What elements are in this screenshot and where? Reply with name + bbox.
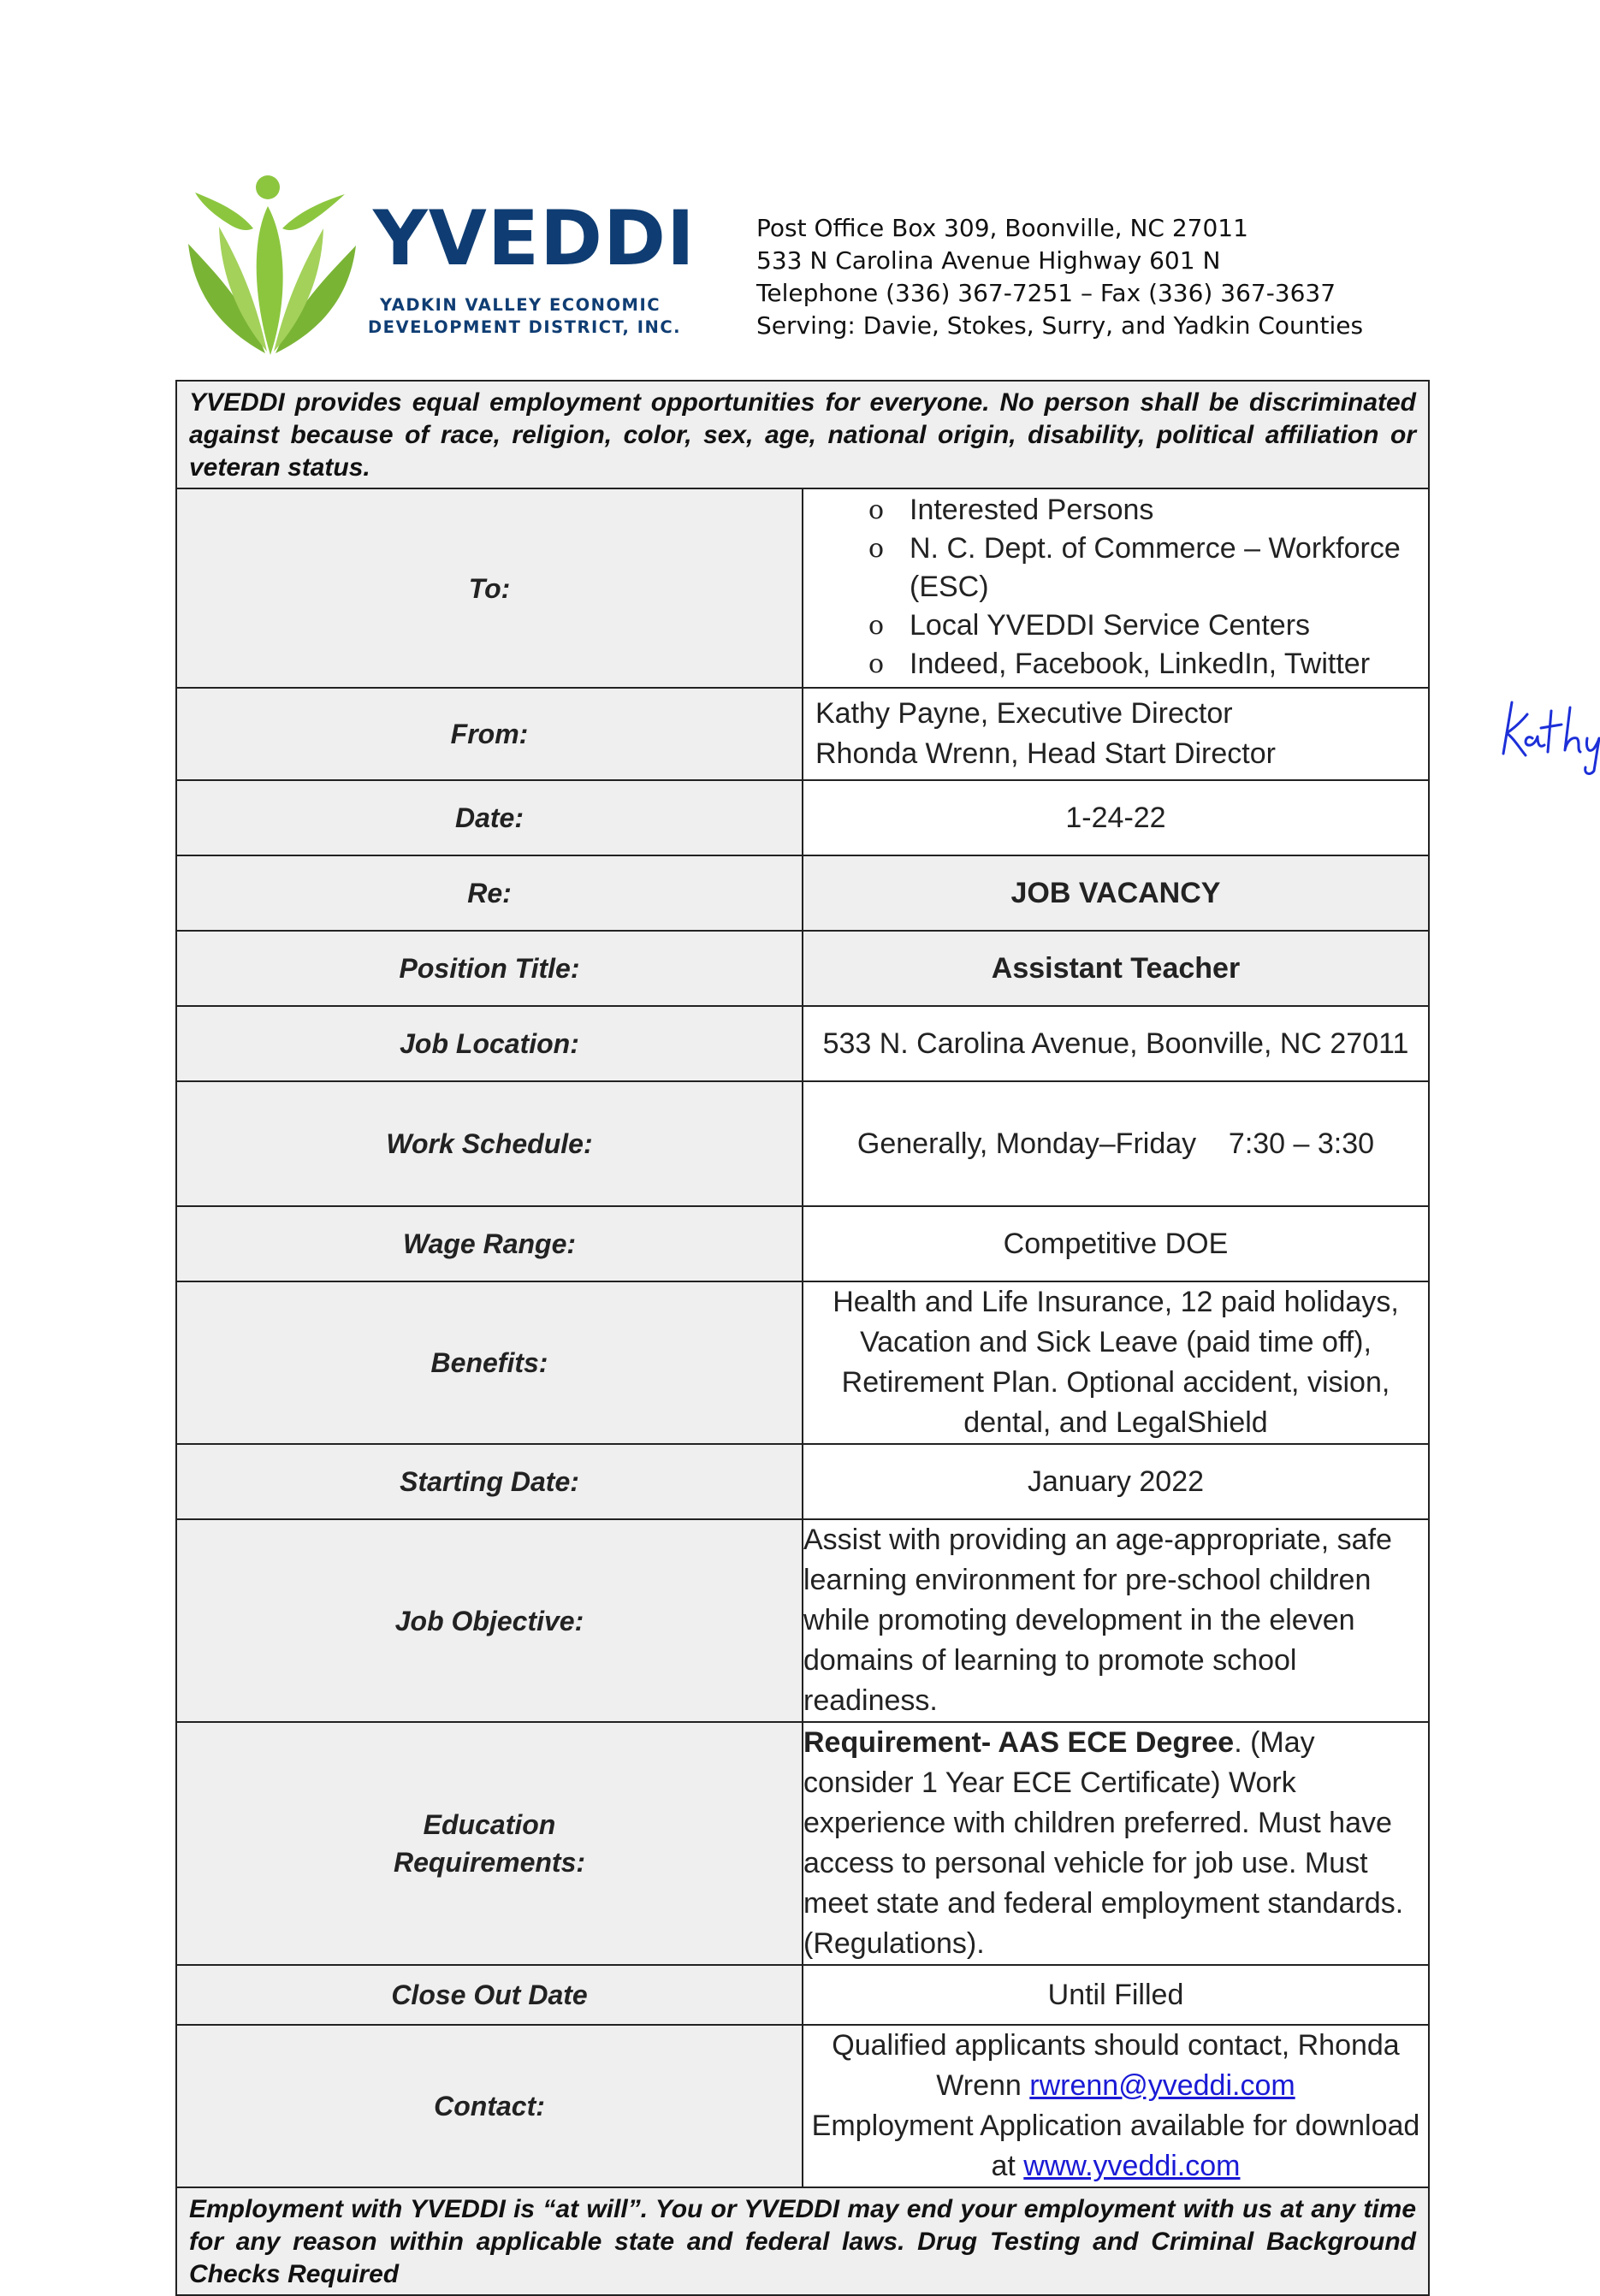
job-objective-value: Assist with providing an age-appropriate, safe learning environment for pre-school children while promoting development in the eleven domains of learning to promote school readiness. [803, 1519, 1429, 1722]
wage-range-row [176, 1206, 1429, 1281]
contact-line-1 [803, 2026, 1428, 2106]
to-value [803, 488, 1429, 688]
education-row [176, 1722, 1429, 1965]
logo-left-arm-icon [195, 192, 253, 230]
logo-subtitle-line1: YADKIN VALLEY ECONOMIC [380, 295, 661, 315]
close-out-row [176, 1965, 1429, 2025]
header-address [756, 212, 1363, 342]
recipient-text: Local YVEDDI Service Centers [910, 609, 1311, 642]
re-label: Re: [176, 855, 803, 931]
education-label [176, 1722, 803, 1965]
work-schedule-label: Work Schedule: [176, 1081, 803, 1206]
recipient-item [868, 607, 1428, 645]
position-title-label: Position Title: [176, 931, 803, 1006]
eeo-row [176, 381, 1429, 488]
footer-row [176, 2187, 1429, 2295]
logo-head-icon [256, 175, 280, 199]
job-location-value: 533 N. Carolina Avenue, Boonville, NC 27011 [803, 1006, 1429, 1081]
work-schedule-value: Generally, Monday–Friday 7:30 – 3:30 [803, 1081, 1429, 1206]
wage-range-label: Wage Range: [176, 1206, 803, 1281]
bullet-icon: o [868, 611, 885, 641]
logo-figure-icon [187, 175, 358, 355]
education-label-line2: Requirements: [393, 1847, 586, 1878]
to-label: To: [176, 488, 803, 688]
application-text: Employment Application available for download at [811, 2110, 1420, 2182]
education-value [803, 1722, 1429, 1965]
job-posting-table [175, 380, 1430, 2296]
from-line: Rhonda Wrenn, Head Start Director [815, 737, 1276, 770]
work-schedule-row [176, 1081, 1429, 1206]
from-label: From: [176, 688, 803, 780]
starting-date-row [176, 1444, 1429, 1519]
contact-value [803, 2025, 1429, 2187]
bullet-icon: o [868, 495, 885, 525]
education-label-line1: Education [423, 1809, 556, 1840]
contact-line-2 [803, 2106, 1428, 2187]
signature-image [1488, 685, 1600, 779]
recipient-item [868, 645, 1428, 683]
starting-date-label: Starting Date: [176, 1444, 803, 1519]
re-row [176, 855, 1429, 931]
eeo-statement: YVEDDI provides equal employment opportunities for everyone. No person shall be discriminated against because of race, religion, color, sex, age, national origin, disability, political affiliation or veteran status. [176, 381, 1429, 488]
date-value: 1-24-22 [803, 780, 1429, 855]
to-row [176, 488, 1429, 688]
from-row [176, 688, 1429, 780]
recipient-text: Indeed, Facebook, LinkedIn, Twitter [910, 648, 1371, 680]
recipient-item [868, 530, 1428, 607]
address-line: Telephone (336) 367-7251 – Fax (336) 367-3637 [756, 279, 1336, 307]
yveddi-logo [187, 175, 696, 355]
contact-email-link[interactable]: rwrenn@yveddi.com [1029, 2069, 1295, 2102]
logo-right-arm-icon [282, 194, 345, 230]
logo-name: YVEDDI [373, 194, 696, 282]
education-requirement-text: . (May consider 1 Year ECE Certificate) Work experience with children preferred. Must have access to personal vehicle for job use. Must meet state and federal employment standards. (Regulations). [803, 1726, 1404, 1960]
recipient-text: Interested Persons [910, 494, 1154, 526]
recipient-list [803, 489, 1428, 687]
date-label: Date: [176, 780, 803, 855]
benefits-row [176, 1281, 1429, 1444]
address-line: Serving: Davie, Stokes, Surry, and Yadkin Counties [756, 311, 1364, 340]
address-line: 533 N Carolina Avenue Highway 601 N [756, 246, 1221, 275]
position-title-value: Assistant Teacher [803, 931, 1429, 1006]
from-value [803, 688, 1429, 780]
re-value: JOB VACANCY [803, 855, 1429, 931]
address-line: Post Office Box 309, Boonville, NC 27011 [756, 214, 1248, 242]
website-link[interactable]: www.yveddi.com [1023, 2150, 1241, 2182]
contact-label: Contact: [176, 2025, 803, 2187]
starting-date-value: January 2022 [803, 1444, 1429, 1519]
contact-text: Qualified applicants should contact, Rhonda Wrenn [832, 2029, 1400, 2102]
position-title-row [176, 931, 1429, 1006]
education-requirement-lead: Requirement- AAS ECE Degree [803, 1726, 1235, 1759]
bullet-icon: o [868, 534, 885, 564]
wage-range-value: Competitive DOE [803, 1206, 1429, 1281]
close-out-value: Until Filled [803, 1965, 1429, 2025]
bullet-icon: o [868, 649, 885, 679]
job-objective-label: Job Objective: [176, 1519, 803, 1722]
close-out-label: Close Out Date [176, 1965, 803, 2025]
contact-row [176, 2025, 1429, 2187]
job-objective-row [176, 1519, 1429, 1722]
benefits-label: Benefits: [176, 1281, 803, 1444]
job-location-label: Job Location: [176, 1006, 803, 1081]
logo-subtitle-line2: DEVELOPMENT DISTRICT, INC. [368, 317, 682, 337]
recipient-text: N. C. Dept. of Commerce – Workforce (ESC) [910, 532, 1401, 603]
benefits-value: Health and Life Insurance, 12 paid holidays, Vacation and Sick Leave (paid time off), Retirement Plan. Optional accident, vision, dental, and LegalShield [803, 1281, 1429, 1444]
from-line: Kathy Payne, Executive Director [815, 697, 1233, 730]
job-location-row [176, 1006, 1429, 1081]
date-row [176, 780, 1429, 855]
recipient-item [868, 491, 1428, 530]
at-will-statement: Employment with YVEDDI is “at will”. You or YVEDDI may end your employment with us at any time for any reason within applicable state and federal laws. Drug Testing and Criminal Background Checks Required [176, 2187, 1429, 2295]
